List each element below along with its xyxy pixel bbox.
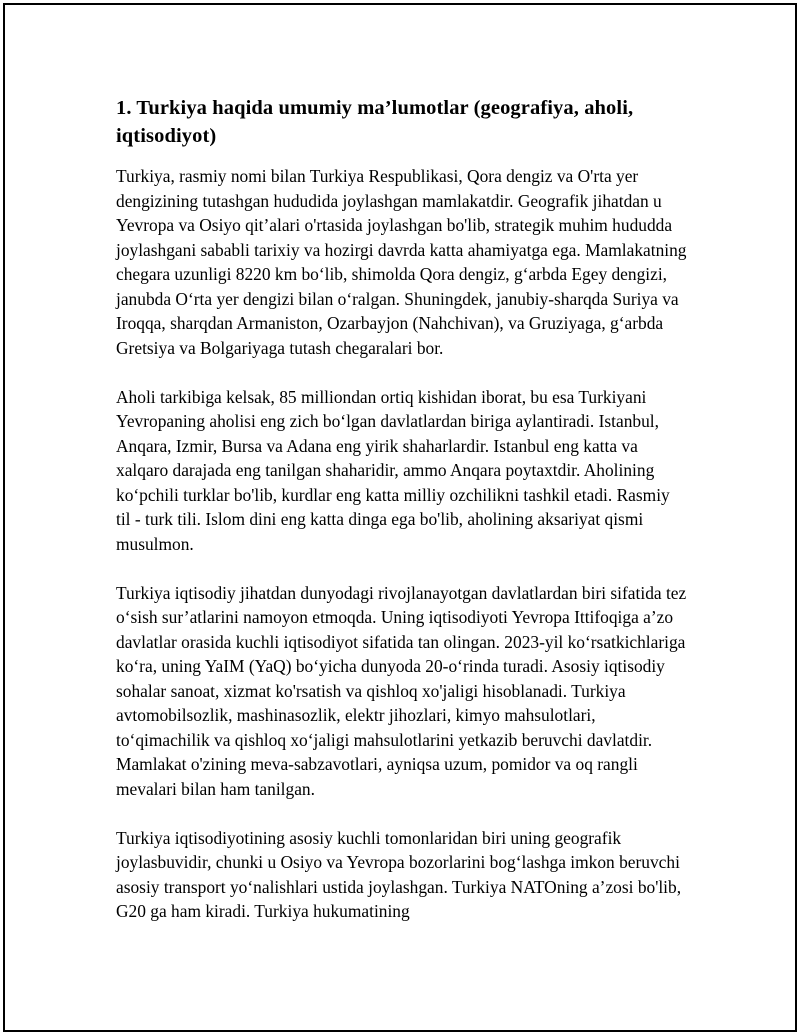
paragraph-population: Aholi tarkibiga kelsak, 85 milliondan ortiq kishidan iborat, bu esa Turkiyani Yevropaning aholisi eng zich bo‘lgan davlatlardan biriga aylantiradi. Istanbul, Anqara, Izmir, Bursa va Adana eng yirik shaharlardir. Istanbul eng katta va xalqaro darajada eng tanilgan shaharidir, ammo Anqara poytaxtdir. Aholining ko‘pchili turklar bo'lib, kurdlar eng katta milliy ozchilikni tashkil etadi. Rasmiy til - turk tili. Islom dini eng katta dinga ega bo'lib, aholining aksariyat qismi musulmon. [116, 386, 670, 554]
section-heading: 1. Turkiya haqida umumiy ma’lumotlar (geografiya, aholi, iqtisodiyot) [116, 97, 634, 147]
paragraph-economy: Turkiya iqtisodiy jihatdan dunyodagi rivojlanayotgan davlatlardan biri sifatida tez o‘sish sur’atlarini namoyon etmoqda. Uning iqtisodiyoti Yevropa Ittifoqiga a’zo davlatlar orasida kuchli iqtisodiyot sifatida tan olingan. 2023-yil ko‘rsatkichlariga ko‘ra, uning YaIM (YaQ) bo‘yicha dunyoda 20-o‘rinda turadi. Asosiy iqtisodiy sohalar sanoat, xizmat ko'rsatish va qishloq xo'jaligi hisoblanadi. Turkiya avtomobilsozlik, mashinasozlik, elektr jihozlari, kimyo mahsulotlari, to‘qimachilik va qishloq xo‘jaligi mahsulotlarini yetkazib beruvchi davlatdir. Mamlakat o'zining meva-sabzavotlari, ayniqsa uzum, pomidor va oq rangli mevalari bilan ham tanilgan. [116, 582, 687, 799]
document-body [116, 94, 688, 948]
paragraph-economy-strengths: Turkiya iqtisodiyotining asosiy kuchli tomonlaridan biri uning geografik joylasbuvidir, chunki u Osiyo va Yevropa bozorlarini bog‘lashga imkon beruvchi asosiy transport yo‘nalishlari ustida joylashgan. Turkiya NATOning a’zosi bo'lib, G20 ga ham kiradi. Turkiya hukumatining [116, 827, 682, 921]
paragraph-geography: Turkiya, rasmiy nomi bilan Turkiya Respublikasi, Qora dengiz va O'rta yer dengizining tutashgan hududida joylashgan mamlakatdir. Geografik jihatdan u Yevropa va Osiyo qit’alari o'rtasida joylashgan bo'lib, strategik muhim hududda joylashgani sababli tarixiy va hozirgi davrda katta ahamiyatga ega. Mamlakatning chegara uzunligi 8220 km bo‘lib, shimolda Qora dengiz, g‘arbda Egey dengizi, janubda O‘rta yer dengizi bilan o‘ralgan. Shuningdek, janubiy-sharqda Suriya va Iroqqa, sharqdan Armaniston, Ozarbayjon (Nahchivan), va Gruziyaga, g‘arbda Gretsiya va Bolgariyaga tutash chegaralari bor. [116, 166, 687, 358]
